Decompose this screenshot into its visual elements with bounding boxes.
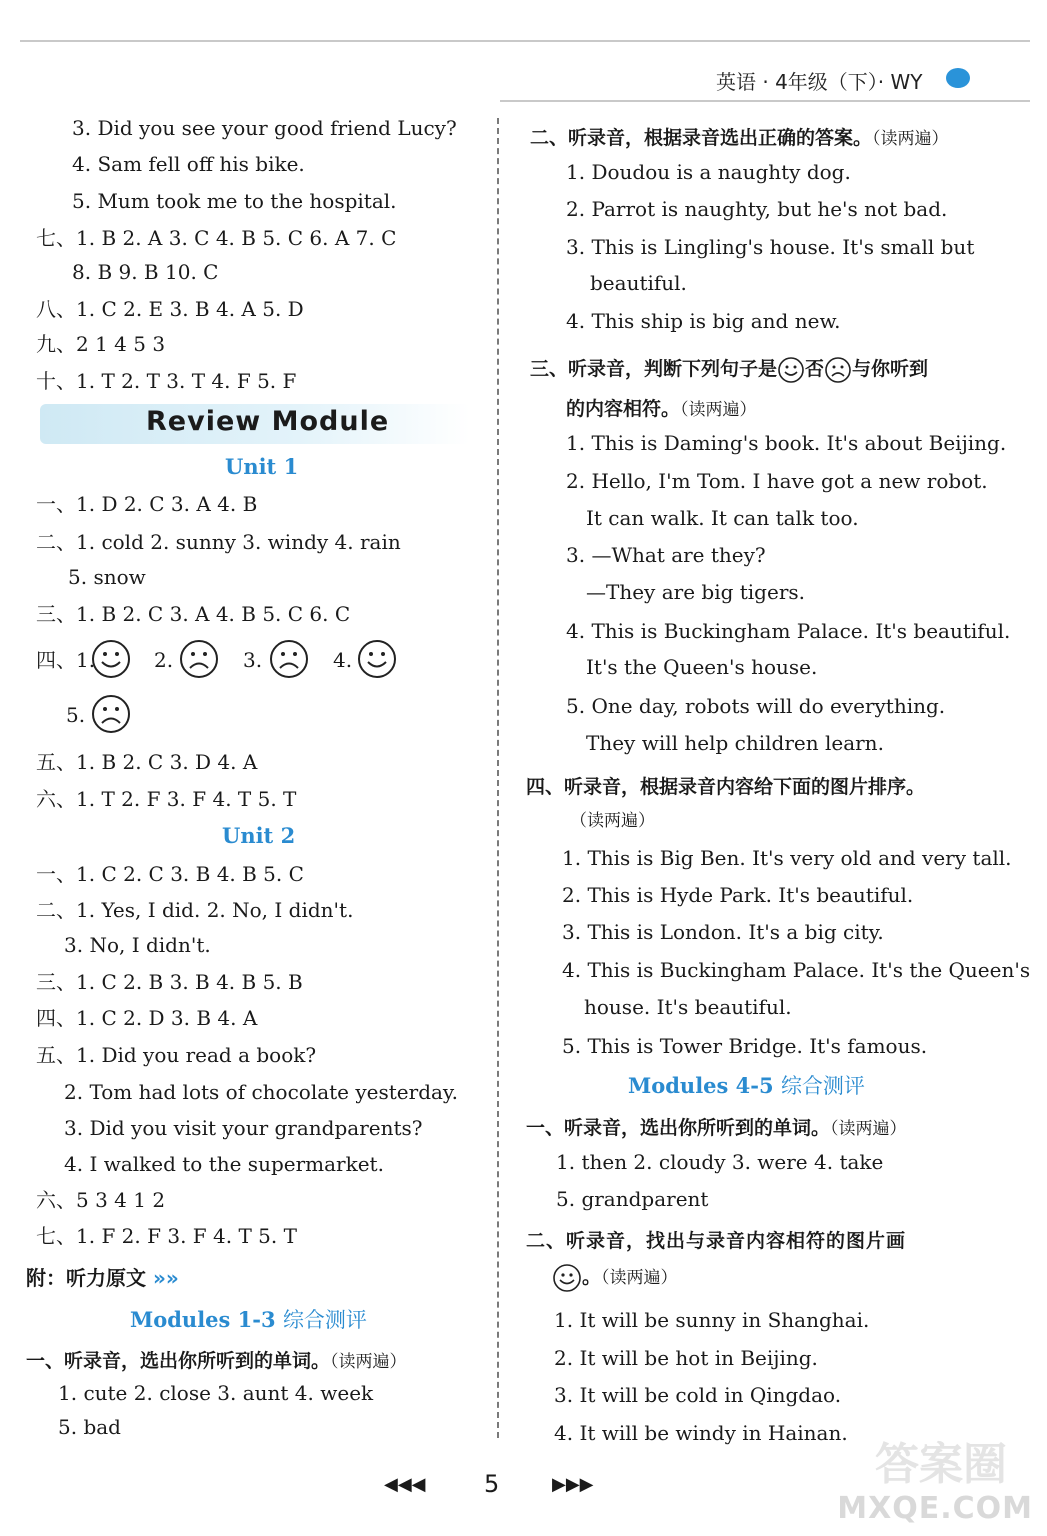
r-heading-2-text: 二、听录音，根据录音选出正确的答案。 [530, 127, 873, 149]
r4-line-4: 4. This is Buckingham Palace. It's the Queen's [562, 958, 1031, 982]
modules-4-5-title-en: Modules 4-5 [628, 1073, 774, 1098]
next-arrows-icon: ▶▶▶ [552, 1474, 594, 1495]
r-heading-6-note: （读两遍） [601, 1268, 678, 1288]
unit2-line-1: 一、1. C 2. C 3. B 4. B 5. C [36, 862, 304, 886]
r-heading-3-text-b: 否 [805, 358, 825, 380]
header-rule-bottom [500, 100, 1030, 102]
unit2-title: Unit 2 [222, 823, 296, 848]
r-heading-3-text-d: 的内容相符。 [566, 398, 681, 420]
sad-face-icon [824, 356, 852, 384]
answer-q9: 九、2 1 4 5 3 [36, 332, 166, 356]
r5-line-2: 5. grandparent [556, 1187, 709, 1211]
r2-line-3: 3. This is Lingling's house. It's small but [566, 235, 975, 259]
unit2-line-6: 五、1. Did you read a book? [36, 1043, 317, 1067]
m13-line-2: 5. bad [58, 1415, 121, 1439]
answer-q8: 八、1. C 2. E 3. B 4. A 5. D [36, 297, 304, 321]
review-module-title: Review Module [146, 406, 390, 437]
r-heading-6-cont [552, 1262, 678, 1293]
answer-q7a: 七、1. B 2. A 3. C 4. B 5. C 6. A 7. C [36, 226, 397, 250]
r4-line-3: 3. This is London. It's a big city. [562, 920, 884, 944]
r-heading-6: 二、听录音，找出与录音内容相符的图片画 [526, 1230, 907, 1252]
r-heading-5-note: （读两遍） [830, 1119, 907, 1139]
page-number: 5 [484, 1470, 500, 1498]
watermark-url: MXQE.COM [837, 1491, 1033, 1526]
answer-q10: 十、1. T 2. T 3. T 4. F 5. F [36, 369, 297, 393]
r-heading-4-note [570, 806, 655, 831]
unit1-line-6: 六、1. T 2. F 3. F 4. T 5. T [36, 787, 297, 811]
unit1-line-1: 一、1. D 2. C 3. A 4. B [36, 492, 258, 516]
sad-face-icon [90, 693, 132, 735]
unit2-line-9: 4. I walked to the supermarket. [64, 1152, 384, 1176]
r3-line-4: 3. —What are they? [566, 543, 766, 567]
header-title: 英语 · 4年级（下）· WY [716, 70, 923, 94]
unit1-q4-5: 5. [66, 703, 86, 727]
r-heading-3-text-c: 与你听到 [852, 358, 929, 380]
r6-line-3: 3. It will be cold in Qingdao. [554, 1383, 842, 1407]
unit2-line-4: 三、1. C 2. B 3. B 4. B 5. B [36, 970, 303, 994]
r-heading-4-note-text: （读两遍） [570, 811, 655, 831]
unit1-line-3: 5. snow [68, 565, 146, 589]
left-line-4: 4. Sam fell off his bike. [72, 152, 305, 176]
r6-line-4: 4. It will be windy in Hainan. [554, 1421, 848, 1445]
appendix-label: 附：听力原文 [26, 1266, 146, 1290]
r3-line-3: It can walk. It can talk too. [586, 506, 859, 530]
r-heading-2-note: （读两遍） [872, 129, 949, 149]
r3-line-9: They will help children learn. [586, 731, 884, 755]
r3-line-6: 4. This is Buckingham Palace. It's beautiful. [566, 619, 1011, 643]
column-divider [497, 118, 499, 1438]
r-heading-3-text-a: 三、听录音，判断下列句子是 [530, 358, 778, 380]
r6-line-1: 1. It will be sunny in Shanghai. [554, 1308, 870, 1332]
r2-line-2: 2. Parrot is naughty, but he's not bad. [566, 197, 948, 221]
unit1-line-2: 二、1. cold 2. sunny 3. windy 4. rain [36, 530, 401, 554]
unit1-q4-label: 四、1. [36, 648, 96, 672]
appendix-heading [26, 1262, 179, 1291]
unit1-q4-2: 2. [154, 648, 174, 672]
answer-q7b: 8. B 9. B 10. C [72, 260, 219, 284]
r4-line-1: 1. This is Big Ben. It's very old and very tall. [562, 846, 1012, 870]
book-icon [946, 68, 970, 88]
r4-line-5: house. It's beautiful. [584, 995, 792, 1019]
m13-heading-1 [26, 1346, 407, 1373]
r2-line-1: 1. Doudou is a naughty dog. [566, 160, 851, 184]
r3-line-2: 2. Hello, I'm Tom. I have got a new robot. [566, 469, 988, 493]
unit2-line-2: 二、1. Yes, I did. 2. No, I didn't. [36, 898, 354, 922]
smiley-face-icon [777, 356, 805, 384]
m13-heading-1-note: （读两遍） [330, 1352, 407, 1372]
unit2-line-3: 3. No, I didn't. [64, 933, 211, 957]
r3-line-5: —They are big tigers. [586, 580, 806, 604]
r2-line-4: beautiful. [590, 271, 687, 295]
modules-4-5-title-cn: 综合测评 [780, 1074, 865, 1098]
watermark-logo: 答案圈 [875, 1439, 1007, 1490]
r-heading-4: 四、听录音，根据录音内容给下面的图片排序。 [526, 776, 926, 798]
smiley-face-icon [356, 638, 398, 680]
m13-line-1: 1. cute 2. close 3. aunt 4. week [58, 1381, 374, 1405]
modules-4-5-title [628, 1070, 865, 1100]
r3-line-7: It's the Queen's house. [586, 655, 818, 679]
unit2-line-5: 四、1. C 2. D 3. B 4. A [36, 1006, 258, 1030]
left-line-5: 5. Mum took me to the hospital. [72, 189, 397, 213]
unit2-line-7: 2. Tom had lots of chocolate yesterday. [64, 1080, 458, 1104]
unit1-q4-4: 4. [333, 648, 353, 672]
r-heading-3-note: （读两遍） [680, 400, 757, 420]
r4-line-2: 2. This is Hyde Park. It's beautiful. [562, 883, 914, 907]
sad-face-icon [178, 638, 220, 680]
r4-line-6: 5. This is Tower Bridge. It's famous. [562, 1034, 928, 1058]
modules-1-3-title-cn: 综合测评 [282, 1308, 367, 1332]
unit2-line-10: 六、5 3 4 1 2 [36, 1188, 166, 1212]
unit1-q4-3: 3. [243, 648, 263, 672]
smiley-face-icon [552, 1263, 582, 1293]
unit2-line-11: 七、1. F 2. F 3. F 4. T 5. T [36, 1224, 297, 1248]
smiley-face-icon [90, 638, 132, 680]
r3-line-1: 1. This is Daming's book. It's about Beijing. [566, 431, 1007, 455]
sad-face-icon [268, 638, 310, 680]
header-rule-top [20, 40, 1030, 42]
r-heading-3-cont [566, 394, 757, 421]
unit2-line-8: 3. Did you visit your grandparents? [64, 1116, 423, 1140]
r5-line-1: 1. then 2. cloudy 3. were 4. take [556, 1150, 884, 1174]
m13-heading-1-text: 一、听录音，选出你所听到的单词。 [26, 1350, 331, 1372]
r-heading-3 [530, 354, 928, 384]
r2-line-5: 4. This ship is big and new. [566, 309, 841, 333]
left-line-3: 3. Did you see your good friend Lucy? [72, 116, 457, 140]
r-heading-6-period: 。 [582, 1266, 602, 1288]
r3-line-8: 5. One day, robots will do everything. [566, 694, 946, 718]
r-heading-5 [526, 1113, 907, 1140]
unit1-line-4: 三、1. B 2. C 3. A 4. B 5. C 6. C [36, 602, 351, 626]
modules-1-3-title [130, 1304, 367, 1334]
prev-arrows-icon: ◀◀◀ [384, 1474, 426, 1495]
r6-line-2: 2. It will be hot in Beijing. [554, 1346, 818, 1370]
double-arrow-icon: »» [152, 1266, 179, 1290]
r-heading-2 [530, 123, 949, 150]
unit1-title: Unit 1 [225, 454, 299, 479]
modules-1-3-title-en: Modules 1-3 [130, 1307, 276, 1332]
unit1-line-5: 五、1. B 2. C 3. D 4. A [36, 750, 258, 774]
r-heading-5-text: 一、听录音，选出你所听到的单词。 [526, 1117, 831, 1139]
